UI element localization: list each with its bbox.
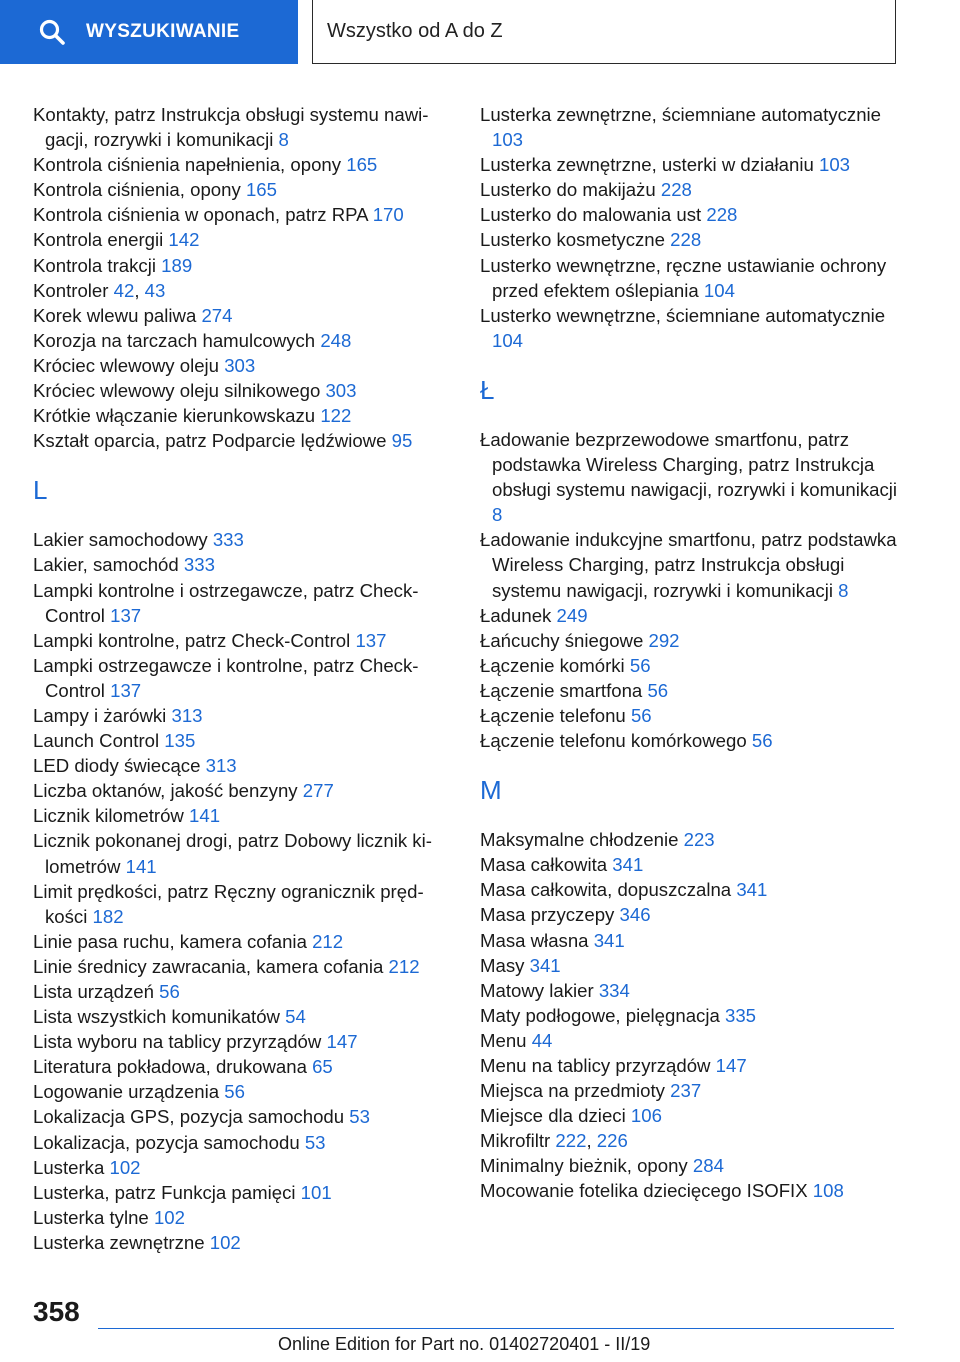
index-entry xyxy=(480,877,900,902)
index-entry-text: Lusterka, patrz Funkcja pamięci xyxy=(33,1181,296,1203)
index-entry-text: Linie średnicy zawracania, kamera cofania xyxy=(33,955,384,977)
index-entry-text: Lampki ostrzegawcze i kontrolne, patrz Check-Control xyxy=(33,654,419,701)
index-column-right xyxy=(480,102,900,1204)
page-number: 358 xyxy=(33,1296,80,1327)
index-entry-text: Lakier, samochód xyxy=(33,554,179,576)
page-link[interactable]: 8 xyxy=(838,579,849,601)
index-entry-text: Masy xyxy=(480,954,525,976)
index-entry-text: Masa przyczepy xyxy=(480,904,615,926)
page-link[interactable]: 141 xyxy=(189,805,221,827)
page-link[interactable]: 56 xyxy=(224,1081,245,1103)
index-entry xyxy=(33,1180,453,1205)
index-entry-text: Maty podłogowe, pielęgnacja xyxy=(480,1004,720,1026)
index-entry-text: Logowanie urządzenia xyxy=(33,1081,220,1103)
index-entry-text: Literatura pokładowa, drukowana xyxy=(33,1056,307,1078)
index-entry-text: Korozja na tarczach hamulcowych xyxy=(33,329,316,351)
index-entry xyxy=(33,353,453,378)
page-link[interactable]: 335 xyxy=(724,1004,757,1026)
page-link[interactable]: 228 xyxy=(706,204,738,226)
page-link[interactable]: 101 xyxy=(300,1181,332,1203)
page-link[interactable]: 141 xyxy=(125,855,157,877)
index-entry xyxy=(33,979,453,1004)
index-entry xyxy=(480,1178,900,1203)
index-entry xyxy=(33,102,453,152)
index-entry-text: Łączenie komórki xyxy=(480,654,625,676)
index-entry xyxy=(33,328,453,353)
index-entry-text: Łączenie telefonu komórkowego xyxy=(480,730,747,752)
index-entry-text: Launch Control xyxy=(33,730,160,752)
index-entry-text: Lusterka tylne xyxy=(33,1206,149,1228)
index-entry xyxy=(480,603,900,628)
index-entry xyxy=(33,1130,453,1155)
index-entry-text: Linie pasa ruchu, kamera cofania xyxy=(33,930,307,952)
index-entry xyxy=(480,703,900,728)
index-entry xyxy=(33,728,453,753)
index-entry xyxy=(33,1029,453,1054)
page-link[interactable]: 8 xyxy=(278,129,289,151)
index-entry-text: Króciec wlewowy oleju xyxy=(33,354,220,376)
page-link[interactable]: 102 xyxy=(153,1206,185,1228)
index-entry xyxy=(33,929,453,954)
top-bar xyxy=(0,0,960,66)
index-entry xyxy=(33,828,453,878)
page-link[interactable]: 313 xyxy=(171,704,203,726)
page-link[interactable]: 56 xyxy=(647,679,669,701)
index-entry xyxy=(480,1028,900,1053)
page-link[interactable]: 147 xyxy=(715,1055,747,1076)
page-link[interactable]: 228 xyxy=(670,229,702,251)
index-entry xyxy=(480,728,900,753)
page-link[interactable]: 44 xyxy=(531,1029,553,1051)
index-entry xyxy=(33,227,453,252)
index-entry-text: Lusterka zewnętrzne, ściemniane automatycznie xyxy=(480,104,882,125)
page-link[interactable]: 102 xyxy=(209,1231,241,1253)
index-entry xyxy=(480,227,900,252)
index-entry-text: Kontrola ciśnienia w oponach, patrz RPA xyxy=(33,204,368,226)
index-entry-text: Kontroler xyxy=(33,279,109,301)
page-link[interactable]: 189 xyxy=(161,254,193,276)
index-entry-text: Licznik kilometrów xyxy=(33,805,184,827)
index-entry xyxy=(33,778,453,803)
page-link[interactable]: 135 xyxy=(164,730,196,752)
search-button[interactable] xyxy=(0,0,298,64)
index-entry-text: Menu xyxy=(480,1029,527,1051)
index-entry-text: Ładowanie bezprzewodowe smartfonu, patrz podstawka Wireless Charging, patrz Instrukcja obsługi systemu nawigacji, rozrywki i komunikacji xyxy=(480,428,898,501)
index-entry-text: Lusterko kosmetyczne xyxy=(480,229,665,251)
index-entry-text: Łączenie smartfona xyxy=(480,679,643,701)
page-link[interactable]: 42 xyxy=(113,279,135,301)
index-entry-text: Kształt oparcia, patrz Podparcie lędźwiowe xyxy=(33,430,387,452)
index-entry xyxy=(480,102,900,152)
index-entry xyxy=(480,1053,900,1078)
index-entry-text: Lampki kontrolne i ostrzegawcze, patrz Check-Control xyxy=(33,579,419,626)
index-entry-text: Mikrofiltr xyxy=(480,1130,551,1152)
page-link[interactable]: 228 xyxy=(660,179,692,201)
index-entry-text: Lusterko wewnętrzne, ściemniane automatycznie xyxy=(480,304,886,326)
index-entry-text: Lista wszystkich komunikatów xyxy=(33,1006,280,1028)
page-link[interactable]: 223 xyxy=(683,829,715,851)
page-link[interactable]: 102 xyxy=(109,1156,141,1178)
index-entry-text: Lusterko do malowania ust xyxy=(480,204,702,226)
index-entry xyxy=(33,378,453,403)
page-link[interactable]: 249 xyxy=(556,604,588,626)
index-entry xyxy=(480,177,900,202)
index-entry xyxy=(480,253,900,303)
page-link[interactable]: 56 xyxy=(751,730,773,752)
page-link[interactable]: 65 xyxy=(312,1056,333,1078)
page-link[interactable]: 106 xyxy=(630,1105,662,1127)
index-entry-text: Kontrola energii xyxy=(33,229,164,251)
page-link[interactable]: 56 xyxy=(159,981,180,1002)
index-entry xyxy=(33,879,453,929)
page-link[interactable]: 346 xyxy=(619,904,651,926)
index-entry-text: Lampki kontrolne, patrz Check-Control xyxy=(33,629,351,651)
index-entry-text: Kontrola ciśnienia napełnienia, opony xyxy=(33,154,342,176)
index-entry-text: Kontrola ciśnienia, opony xyxy=(33,179,241,201)
index-column-left xyxy=(33,102,453,1255)
index-entry-text: Licznik pokonanej drogi, patrz Dobowy licznik kilometrów xyxy=(33,830,432,877)
page-link[interactable]: 95 xyxy=(391,430,413,452)
index-entry xyxy=(480,1003,900,1028)
breadcrumb[interactable] xyxy=(312,0,896,64)
index-entry-text: Lusterka xyxy=(33,1156,105,1178)
index-entry-text: Lusterka zewnętrzne, usterki w działaniu xyxy=(480,154,814,176)
index-entry xyxy=(480,628,900,653)
page-link[interactable]: 237 xyxy=(670,1080,702,1102)
index-entry xyxy=(33,303,453,328)
page-link[interactable]: 137 xyxy=(355,629,387,651)
search-icon xyxy=(38,18,66,46)
index-entry xyxy=(480,152,900,177)
page-link[interactable]: 182 xyxy=(92,905,124,927)
index-entry: Mikrofiltr 222, 226 xyxy=(480,1130,628,1152)
index-entry-text: Ładowanie indukcyjne smartfonu, patrz podstawka Wireless Charging, patrz Instrukcja obsługi systemu nawigacji, rozrywki i komunikacji xyxy=(480,529,897,601)
index-entry-text: Lista urządzeń xyxy=(33,981,154,1002)
page-link[interactable]: 341 xyxy=(593,929,625,951)
index-entry xyxy=(480,427,900,527)
page-link[interactable]: 53 xyxy=(304,1131,326,1153)
index-entry-text: Lista wyboru na tablicy przyrządów xyxy=(33,1031,322,1053)
index-entry-text: Lokalizacja, pozycja samochodu xyxy=(33,1131,300,1153)
index-entry-text: Lakier samochodowy xyxy=(33,529,208,551)
page-link[interactable]: 137 xyxy=(110,679,142,701)
index-entry xyxy=(480,678,900,703)
page-link[interactable]: 103 xyxy=(819,154,851,176)
index-entry-text: Lusterka zewnętrzne xyxy=(33,1231,205,1253)
index-entry xyxy=(33,253,453,278)
index-entry xyxy=(33,1004,453,1029)
index-entry xyxy=(33,202,453,227)
index-entry-text: Lusterko wewnętrzne, ręczne ustawianie ochrony przed efektem oślepiania xyxy=(480,254,887,301)
index-entry-text: Menu na tablicy przyrządów xyxy=(480,1055,711,1076)
index-entry-text: Kontrola trakcji xyxy=(33,254,156,276)
index-entry xyxy=(33,803,453,828)
page-link[interactable]: 122 xyxy=(320,405,352,427)
index-entry-text: LED diody świecące xyxy=(33,755,201,777)
index-entry xyxy=(33,428,453,453)
page-link[interactable]: 313 xyxy=(205,755,237,777)
index-entry-text: Miejsce dla dzieci xyxy=(480,1105,626,1127)
page-link[interactable]: 108 xyxy=(812,1180,844,1202)
page-link[interactable]: 142 xyxy=(168,229,200,251)
index-letter-heading: M xyxy=(480,775,502,806)
footer-divider xyxy=(98,1328,894,1329)
page-link[interactable]: 341 xyxy=(529,954,561,976)
page-link[interactable]: 303 xyxy=(325,380,357,402)
page-link[interactable]: 165 xyxy=(346,154,378,176)
page-link[interactable]: 170 xyxy=(372,204,404,226)
index-entry xyxy=(33,403,453,428)
index-entry-text: Miejsca na przedmioty xyxy=(480,1080,665,1102)
index-entry-text: Lusterko do makijażu xyxy=(480,179,656,201)
page-link[interactable]: 277 xyxy=(302,780,334,802)
page-link[interactable]: 147 xyxy=(326,1031,358,1053)
page-link[interactable]: 53 xyxy=(349,1106,370,1128)
page-link[interactable]: 137 xyxy=(110,604,142,626)
index-entry xyxy=(33,1104,453,1129)
index-entry xyxy=(33,1054,453,1079)
breadcrumb-label: Wszystko od A do Z xyxy=(327,20,503,42)
page-link[interactable]: 222 xyxy=(555,1130,587,1152)
index-entry-text: Masa całkowita xyxy=(480,854,608,876)
index-entry xyxy=(480,953,900,978)
index-entry-text: Łączenie telefonu xyxy=(480,704,626,726)
index-letter-heading: L xyxy=(33,475,48,506)
index-entry-text: Minimalny bieżnik, opony xyxy=(480,1155,688,1177)
index-entry xyxy=(33,703,453,728)
index-entry xyxy=(33,578,453,628)
page-link[interactable]: 43 xyxy=(144,279,166,301)
index-entry-text: Lampy i żarówki xyxy=(33,704,167,726)
page-link[interactable]: 274 xyxy=(201,304,233,326)
page-link[interactable]: 212 xyxy=(312,930,344,952)
index-entry-text: Krótkie włączanie kierunkowskazu xyxy=(33,405,316,427)
index-entry xyxy=(33,1230,453,1255)
index-entry xyxy=(480,827,900,852)
page-link[interactable]: 333 xyxy=(212,529,244,551)
page-link[interactable]: 8 xyxy=(492,504,503,526)
page-link[interactable]: 333 xyxy=(183,554,215,576)
index-letter-heading: Ł xyxy=(480,374,495,405)
index-entry xyxy=(33,954,453,979)
index-entry-text: Łańcuchy śniegowe xyxy=(480,629,644,651)
page-link[interactable]: 104 xyxy=(703,279,735,301)
page-link[interactable]: 56 xyxy=(629,654,651,676)
index-entry xyxy=(33,753,453,778)
index-entry-text: Lokalizacja GPS, pozycja samochodu xyxy=(33,1106,345,1128)
page-link[interactable]: 334 xyxy=(598,979,630,1001)
index-entry-text: Korek wlewu paliwa xyxy=(33,304,197,326)
index-entry xyxy=(480,527,900,602)
index-entry-text: Maksymalne chłodzenie xyxy=(480,829,679,851)
page-link[interactable]: 104 xyxy=(492,329,524,351)
index-entry-text: Ładunek xyxy=(480,604,552,626)
index-entry-text: Masa własna xyxy=(480,929,589,951)
index-entry xyxy=(33,653,453,703)
page-link[interactable]: 292 xyxy=(648,629,680,651)
index-entry xyxy=(480,1103,900,1128)
page-link[interactable]: 341 xyxy=(736,879,768,901)
index-entry xyxy=(480,202,900,227)
index-entry xyxy=(33,152,453,177)
search-button-label: WYSZUKIWANIE xyxy=(86,21,240,42)
index-entry xyxy=(480,1078,900,1103)
page-link[interactable]: 212 xyxy=(388,955,420,977)
index-entry-text: Króciec wlewowy oleju silnikowego xyxy=(33,380,321,402)
page-link[interactable]: 284 xyxy=(692,1155,724,1177)
page-link[interactable]: 226 xyxy=(596,1130,628,1152)
index-entry xyxy=(480,653,900,678)
page-link[interactable]: 54 xyxy=(285,1006,306,1028)
page-link[interactable]: 165 xyxy=(245,179,277,201)
index-entry xyxy=(480,902,900,927)
index-entry xyxy=(33,1155,453,1180)
page-link[interactable]: 341 xyxy=(612,854,644,876)
index-entry xyxy=(480,303,900,353)
index-entry xyxy=(480,928,900,953)
index-entry xyxy=(33,552,453,577)
index-entry xyxy=(33,177,453,202)
index-entry-text: Matowy lakier xyxy=(480,979,594,1001)
page-link[interactable]: 103 xyxy=(492,129,524,151)
index-entry: Kontroler 42, 43 xyxy=(33,279,166,301)
index-entry-text: Liczba oktanów, jakość benzyny xyxy=(33,780,298,802)
edition-note: Online Edition for Part no. 01402720401 - II/19 xyxy=(278,1334,651,1354)
index-entry-text: Kontakty, patrz Instrukcja obsługi systemu nawigacji, rozrywki i komunikacji xyxy=(33,104,429,151)
index-entry xyxy=(33,527,453,552)
index-entry xyxy=(33,628,453,653)
page-link[interactable]: 248 xyxy=(320,329,352,351)
index-entry-text: Limit prędkości, patrz Ręczny ogranicznik prędkości xyxy=(33,880,424,927)
index-entry xyxy=(33,1079,453,1104)
index-entry-text: Mocowanie fotelika dziecięcego ISOFIX xyxy=(480,1180,808,1202)
page-link[interactable]: 303 xyxy=(224,354,256,376)
index-entry-text: Masa całkowita, dopuszczalna xyxy=(480,879,732,901)
index-entry xyxy=(480,978,900,1003)
index-entry xyxy=(33,1205,453,1230)
index-entry xyxy=(480,1153,900,1178)
page-link[interactable]: 56 xyxy=(630,704,652,726)
index-entry xyxy=(480,852,900,877)
